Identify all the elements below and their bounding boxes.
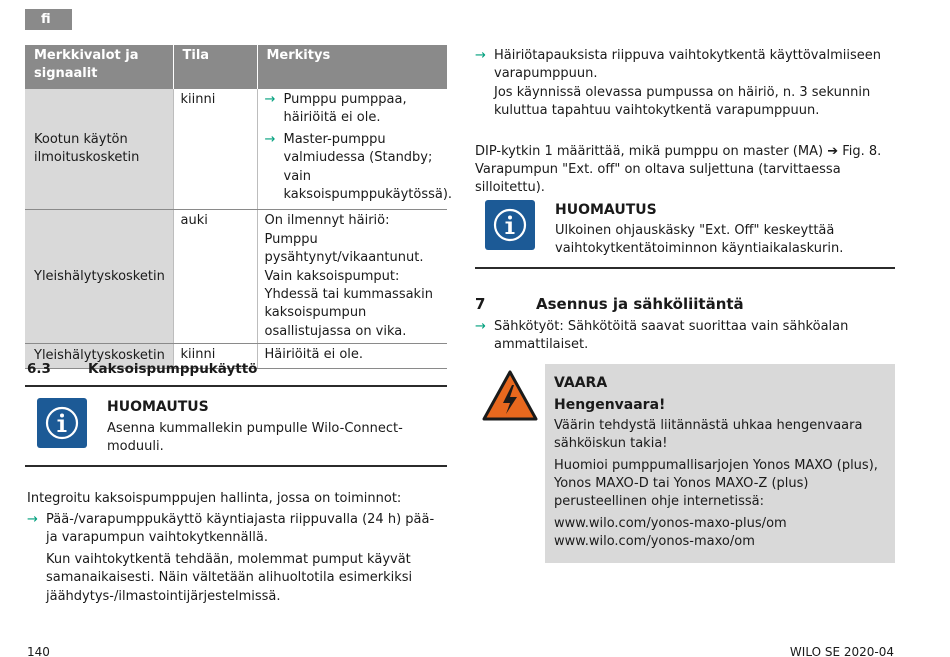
danger-link[interactable]: www.wilo.com/yonos-maxo-plus/om: [554, 515, 787, 531]
language-tab: fi: [25, 9, 72, 30]
table-row: [25, 210, 447, 344]
paragraph: Integroitu kaksoispumppujen hallinta, jossa on toiminnot:: [27, 491, 402, 506]
section-heading-6-3: 6.3 Kaksoispumppukäyttö: [27, 361, 258, 377]
row-label: Yleishälytyskosketin: [25, 210, 173, 344]
danger-box: [545, 364, 895, 563]
notice-text: Ulkoinen ohjauskäsky "Ext. Off" keskeyttää vaihtokytkentätoiminnon käyntiaikalaskurin.: [555, 223, 844, 257]
row-meaning: Häiriöitä ei ole.: [257, 344, 447, 369]
section-heading-7: 7 Asennus ja sähköliitäntä: [475, 295, 744, 313]
arrow-right-icon: →: [27, 512, 38, 527]
divider: [475, 267, 895, 269]
table-header-meaning: Merkitys: [257, 45, 447, 89]
row-label: Kootun käytön ilmoituskosketin: [25, 89, 173, 210]
list-item: → Pumppu pumppaa, häiriöitä ei ole.: [264, 92, 407, 126]
figure-reference[interactable]: Fig. 8.: [842, 144, 882, 159]
danger-title: VAARA: [554, 375, 608, 391]
paragraph: Jos käynnissä olevassa pumpussa on häiriö, n. 3 sekunnin kuluttua tapahtuu vaihtokytkentä varapumppuun.: [494, 85, 871, 119]
table-header-row: [25, 45, 447, 89]
list-item: → Master-pumppu valmiudessa (Standby; vain kaksoispumppukäytössä).: [264, 131, 453, 203]
table-header-state: Tila: [173, 45, 257, 89]
table-row: [25, 89, 447, 210]
arrow-right-icon: →: [264, 131, 276, 147]
info-icon: [37, 398, 87, 448]
danger-text: Huomioi pumppumallisarjojen Yonos MAXO (plus), Yonos MAXO-D tai Yonos MAXO-Z (plus) perusteellinen ohje internetissä:: [554, 457, 878, 510]
signal-table: [25, 45, 453, 369]
row-meaning: On ilmennyt häiriö: Pumppu pysähtynyt/vikaantunut. Vain kaksoispumput: Yhdessä tai kummassakin kaksoispumpun osallistujassa on vika.: [257, 210, 447, 344]
row-label: Yleishälytyskosketin: [25, 344, 173, 369]
paragraph: Kun vaihtokytkentä tehdään, molemmat pumput käyvät samanaikaisesti. Näin vältetään alihuoltotila esimerkiksi jäähdytys-/ilmastointijärjestelmissä.: [46, 552, 413, 604]
arrow-right-icon: →: [475, 319, 486, 334]
bullet-item: → Sähkötyöt: Sähkötöitä saavat suorittaa vain sähköalan ammattilaiset.: [475, 319, 849, 353]
row-state: kiinni: [173, 344, 257, 369]
row-state: kiinni: [173, 89, 257, 210]
arrow-right-icon: →: [475, 48, 486, 63]
danger-text: Väärin tehdystä liitännästä uhkaa hengenvaara sähköiskun takia!: [554, 417, 863, 452]
danger-link[interactable]: www.wilo.com/yonos-maxo/om: [554, 534, 755, 550]
paragraph: Varapumpun "Ext. off" on oltava suljettuna (tarvittaessa silloitettu).: [475, 162, 841, 196]
row-meaning: [257, 89, 453, 210]
notice-title: HUOMAUTUS: [107, 399, 209, 415]
info-icon: [485, 200, 535, 250]
page-number: 140: [27, 645, 50, 657]
row-state: auki: [173, 210, 257, 344]
footer-publisher: WILO SE 2020-04: [789, 645, 894, 657]
bullet-item: → Häiriötapauksista riippuva vaihtokytkentä käyttövalmiiseen varapumppuun.: [475, 48, 881, 82]
danger-subtitle: Hengenvaara!: [554, 397, 666, 414]
divider: [25, 465, 447, 467]
notice-title: HUOMAUTUS: [555, 202, 657, 218]
arrow-right-icon: →: [264, 92, 276, 107]
paragraph: DIP-kytkin 1 määrittää, mikä pumppu on master (MA) ➔ Fig. 8.: [475, 144, 882, 159]
divider: [25, 385, 447, 387]
arrow-ref-icon: ➔: [827, 144, 839, 159]
bullet-item: → Pää-/varapumppukäyttö käyntiajasta riippuvalla (24 h) pää- ja varapumpun vaihtokytkennällä.: [27, 512, 435, 546]
notice-text: Asenna kummallekin pumpulle Wilo-Connect-moduuli.: [107, 421, 403, 455]
table-header-signals: Merkkivalot ja signaalit: [25, 45, 173, 89]
electric-warning-icon: [481, 369, 539, 423]
